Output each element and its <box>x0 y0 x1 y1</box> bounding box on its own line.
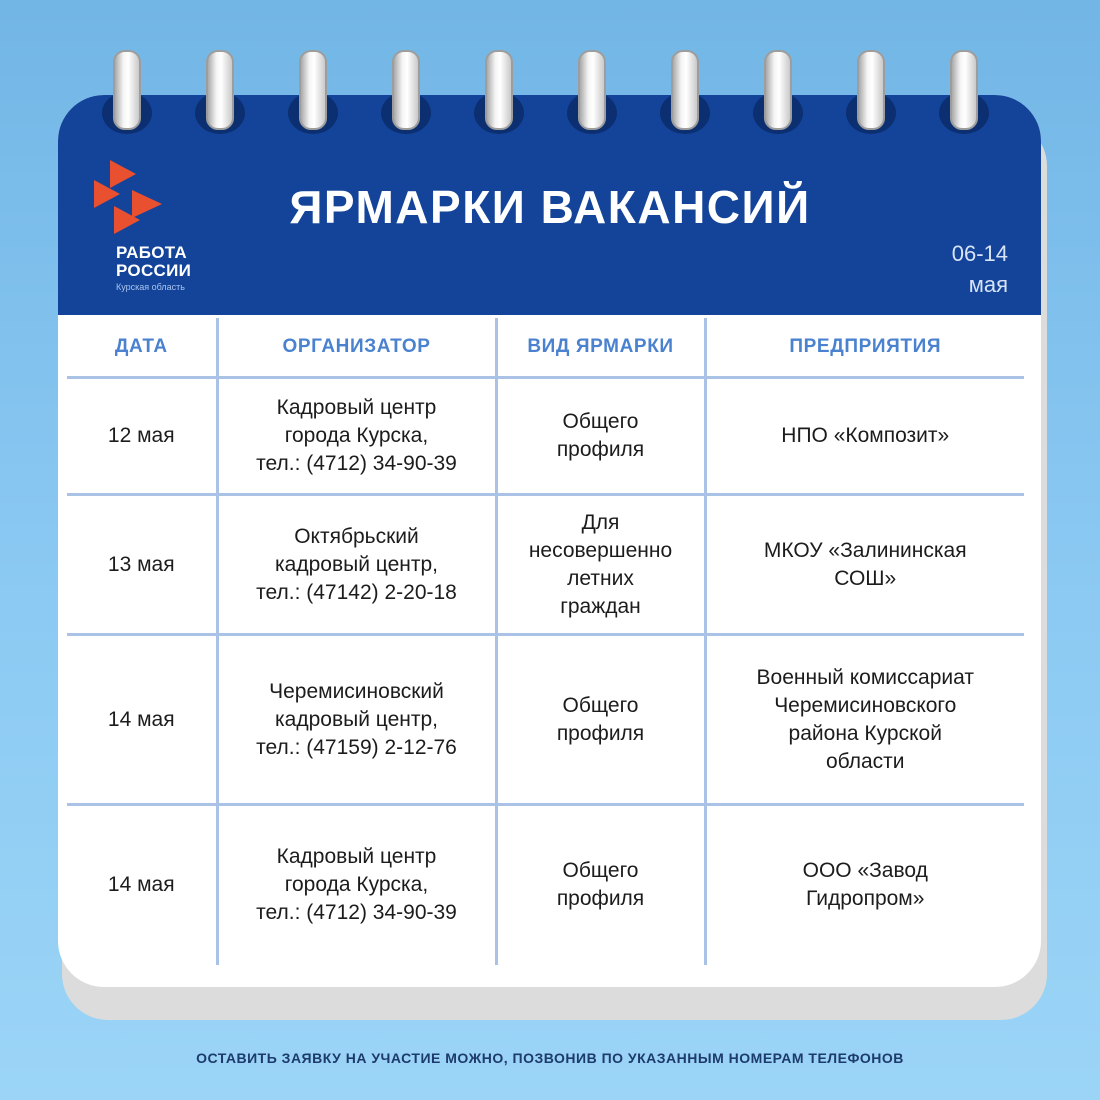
date-range <box>952 238 1008 300</box>
cell-fair-type-line: Общего <box>562 859 639 883</box>
cell-organizer-line: Октябрьский <box>294 524 419 548</box>
cell-organizer-line: тел.: (47142) 2-20-18 <box>256 580 457 604</box>
cell-fair-type-line: Общего <box>562 410 639 433</box>
cell-fair-type-line: Для <box>581 510 620 534</box>
brand-name-line2: РОССИИ <box>116 261 192 280</box>
cell-fair-type-line: Общего <box>562 693 639 717</box>
cell-date: 13 мая <box>67 495 217 635</box>
cell-organizer-line: Кадровый центр <box>276 396 437 419</box>
cell-organizer-line: Кадровый центр <box>276 845 437 869</box>
cell-organizer-line: Черемисиновский <box>269 679 444 703</box>
binder-ring <box>857 50 885 130</box>
cell-organizer-line: города Курска, <box>284 424 429 447</box>
cell-enterprise-line: СОШ» <box>834 566 897 590</box>
binder-ring <box>578 50 606 130</box>
brand-region: Курская область <box>116 282 185 292</box>
job-fair-table <box>67 318 1024 965</box>
cell-date: 14 мая <box>67 635 217 805</box>
cell-fair-type-line: несовершенно <box>528 538 673 562</box>
page-title: ЯРМАРКИ ВАКАНСИЙ <box>289 181 811 233</box>
binder-ring <box>299 50 327 130</box>
cell-enterprise <box>705 378 1024 495</box>
cell-fair-type-line: профиля <box>556 438 645 461</box>
cell-organizer-line: тел.: (47159) 2-12-76 <box>256 735 457 759</box>
binder-ring <box>113 50 141 130</box>
cell-organizer-line: кадровый центр, <box>275 707 438 731</box>
binder-ring <box>392 50 420 130</box>
table-row <box>67 378 1024 495</box>
brand-name-line1: РАБОТА <box>116 243 187 262</box>
date-range-days: 06-14 <box>951 241 1008 266</box>
column-header-date: ДАТА <box>67 318 217 378</box>
cell-enterprise-line: Гидропром» <box>806 887 925 911</box>
cell-organizer <box>217 805 496 965</box>
cell-fair-type-line: летних <box>567 566 634 590</box>
table-row <box>67 635 1024 805</box>
cell-enterprise-line: ООО «Завод <box>802 859 928 883</box>
cell-fair-type-line: граждан <box>560 594 641 618</box>
cell-enterprise <box>705 635 1024 805</box>
cell-enterprise-line: области <box>825 749 905 773</box>
footer-note: ОСТАВИТЬ ЗАЯВКУ НА УЧАСТИЕ МОЖНО, ПОЗВОНИВ ПО УКАЗАННЫМ НОМЕРАМ ТЕЛЕФОНОВ <box>196 1050 904 1066</box>
cell-organizer-line: тел.: (4712) 34-90-39 <box>256 452 457 475</box>
cell-organizer-line: города Курска, <box>284 873 429 897</box>
cell-enterprise <box>705 495 1024 635</box>
column-header-fair-type: ВИД ЯРМАРКИ <box>496 318 705 378</box>
cell-organizer <box>217 495 496 635</box>
cell-fair-type-line: профиля <box>556 721 645 745</box>
cell-fair-type <box>496 805 705 965</box>
column-header-enterprises: ПРЕДПРИЯТИЯ <box>705 318 1024 378</box>
cell-date: 14 мая <box>67 805 217 965</box>
brand-name <box>116 244 191 280</box>
cell-fair-type <box>496 495 705 635</box>
cell-enterprise <box>705 805 1024 965</box>
date-range-month: мая <box>968 272 1008 297</box>
column-header-organizer: ОРГАНИЗАТОР <box>217 318 496 378</box>
table-row <box>67 805 1024 965</box>
cell-enterprise-line: НПО «Композит» <box>781 424 950 447</box>
cell-fair-type <box>496 378 705 495</box>
binder-ring <box>764 50 792 130</box>
binder-ring <box>206 50 234 130</box>
binder-ring <box>671 50 699 130</box>
table-header-row <box>67 318 1024 378</box>
cell-organizer <box>217 378 496 495</box>
cell-enterprise-line: Военный комиссариат <box>756 665 974 689</box>
cell-fair-type <box>496 635 705 805</box>
binder-ring <box>485 50 513 130</box>
cell-organizer-line: кадровый центр, <box>275 552 438 576</box>
cell-enterprise-line: Черемисиновского <box>774 693 957 717</box>
cell-organizer <box>217 635 496 805</box>
cell-organizer-line: тел.: (4712) 34-90-39 <box>256 901 457 925</box>
cell-fair-type-line: профиля <box>556 887 645 911</box>
cell-date: 12 мая <box>107 424 175 447</box>
table-row <box>67 495 1024 635</box>
cell-enterprise-line: района Курской <box>788 721 942 745</box>
cell-enterprise-line: МКОУ «Залининская <box>763 538 967 562</box>
binder-ring <box>950 50 978 130</box>
